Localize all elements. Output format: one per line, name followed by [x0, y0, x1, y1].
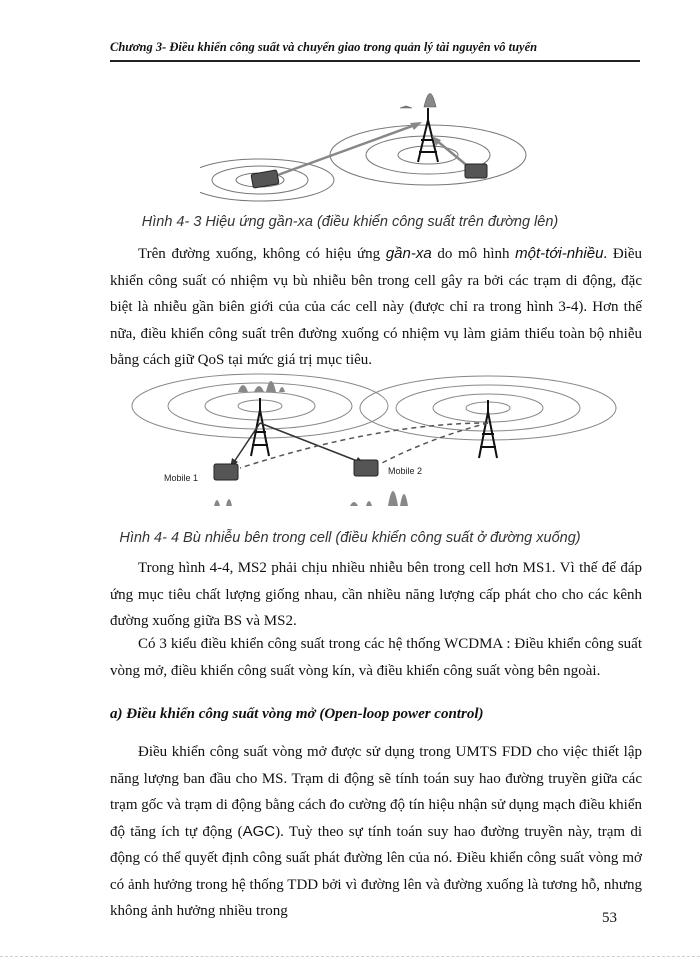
- paragraph-open-loop: Điều khiển công suất vòng mở được sử dụng trong UMTS FDD cho việc thiết lập năng lượng ban đầu cho MS. Trạm di động sẽ tính toán suy hao đường truyền giữa các trạm gốc và trạm di động bằng cách đo cường độ tín hiệu nhận sử dụng mạch điều khiển độ tăng ích tự động (AGC). Tuỳ theo sự tính toán suy hao đường truyền này, trạm di động có thể quyết định công suất phát đường lên của nó. Điều khiển công suất vòng mở có ảnh hưởng trong hệ thống TDD bởi vì đường lên và đường xuống là tương hỗ, nhưng không ảnh hưởng nhiều trong: [110, 744, 642, 919]
- figure-near-far-effect: [200, 80, 530, 208]
- figure2-caption: Hình 4- 4 Bù nhiễu bên trong cell (điều khiển công suất ở đường xuống): [119, 530, 581, 546]
- paragraph-ms2-interference: Trong hình 4-4, MS2 phải chịu nhiều nhiễu bên trong cell hơn MS1. Vì thế để đáp ứng mục tiêu chất lượng giống nhau, cần nhiều năng lượng cấp phát cho cho các kênh đường xuống giữa BS và MS2.: [110, 560, 642, 629]
- bottom-divider: [0, 956, 700, 957]
- section-heading-open-loop: a) Điều khiển công suất vòng mở (Open-loop power control): [110, 706, 484, 722]
- paragraph-downlink-intro: Trên đường xuống, không có hiệu ứng gần-xa do mô hình một-tới-nhiều. Điều khiển công suất có nhiệm vụ bù nhiễu bên trong cell gây ra bởi các trạm di động, đặc biệt là nhiễu gần biên giới của của các cell này (được chỉ ra trong hình 3-4). Hơn thế nữa, điều khiển công suất trên đường xuống có nhiệm vụ làm giảm thiểu toàn bộ nhiễu bằng cách giữ QoS tại mức giá trị mục tiêu.: [110, 245, 642, 368]
- mobile-device-icon: [214, 460, 378, 480]
- tower-icon: [479, 400, 497, 458]
- paragraph-power-control-types: Có 3 kiểu điều khiển công suất trong các hệ thống WCDMA : Điều khiển công suất vòng mở, điều khiển công suất vòng kín, và điều khiển công suất vòng bên ngoài.: [110, 636, 642, 679]
- tower-icon: [418, 108, 438, 162]
- figure1-caption: Hình 4- 3 Hiệu ứng gần-xa (điều khiển công suất trên đường lên): [141, 214, 559, 230]
- tower-icon: [251, 398, 269, 456]
- mobile1-label: Mobile 1: [164, 473, 199, 483]
- mobile2-label: Mobile 2: [388, 466, 423, 476]
- page-number: 53: [602, 910, 617, 926]
- page-header: Chương 3- Điều khiển công suất và chuyển giao trong quản lý tài nguyên vô tuyến: [110, 40, 640, 62]
- figure-intra-cell-interference: [130, 368, 630, 518]
